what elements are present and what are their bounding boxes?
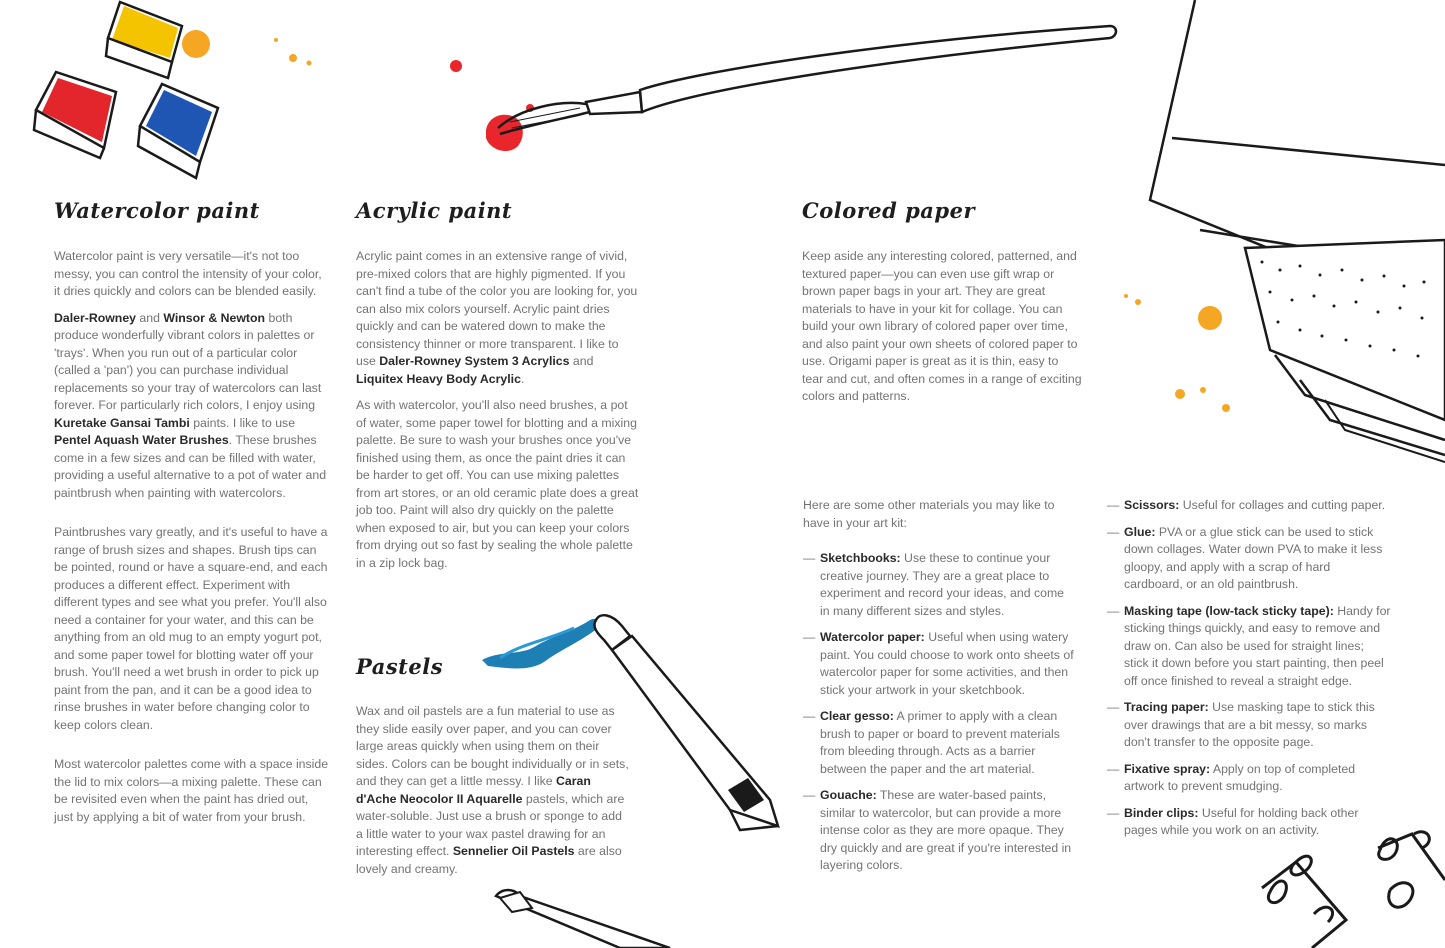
pastels-column [356,703,629,887]
pastels-title: Pastels [356,654,444,679]
acrylic-column [356,248,641,581]
list-item: — Watercolor paper: Useful when using watery paint. You could choose to work onto sheets of watercolor paper for some activities, and then stick your artwork in your sketchbook. [803,629,1075,699]
watercolor-paragraph: Watercolor paint is very versatile—it's not too messy, you can control the intensity of your color, it dries quickly and colors can be blended easily. [54,249,322,298]
list-item: — Masking tape (low-tack sticky tape): Handy for sticking things quickly, and easy to remove and draw on. Can also be used for straight lines; stick it down before you start painting, then peel off once finished to reveal a straight edge. [1107,603,1391,691]
watercolor-title: Watercolor paint [54,198,260,223]
paper-stack-illustration [1124,0,1445,462]
paint-pans-illustration [34,2,312,178]
colored-paper-title: Colored paper [802,198,976,223]
brush-bottom-illustration [496,890,670,948]
list-item: — Fixative spray: Apply on top of completed artwork to prevent smudging. [1107,761,1391,796]
yellow-paint-pan [106,2,182,78]
pastels-paragraph: Wax and oil pastels are a fun material to use as they slide easily over paper, and you can cover large areas quickly when using them on their sides. Colors can be bought individually or in sets, and they can get a little messy. I like Caran d'Ache Neocolor II Aquarelle pastels, which are water-soluble. Just use a brush or sponge to add a little water to your wax pastel drawing for an interesting effect. Sennelier Oil Pastels are also lovely and creamy. [356,704,629,876]
watercolor-palette-paragraph: Most watercolor palettes come with a space inside the lid to mix colors—a mixing palette. These can be revisited even when the paint has dried out, just by applying a bit of water from your brush. [54,757,329,824]
blue-paint-pan [138,84,218,178]
acrylic-title: Acrylic paint [356,198,513,223]
list-item: — Glue: PVA or a glue stick can be used to stick down collages. Water down PVA to make it less gloopy, and apply with a scrap of hard cardboard, or an old paintbrush. [1107,524,1391,594]
watercolor-column [54,248,329,835]
list-item: — Binder clips: Useful for holding back other pages while you work on an activity. [1107,805,1391,840]
list-item: — Tracing paper: Use masking tape to stick this over drawings that are a bit messy, so marks don't transfer to the opposite page. [1107,699,1391,752]
watercolor-brushes-paragraph: Paintbrushes vary greatly, and it's useful to have a range of brush sizes and shapes. Brush tips can be pointed, round or have a square-end, and each produces a different effect. Experiment with different types and see what you prefer. You'll also need a container for your water, and this can be anything from an old mug to an empty yogurt pot, and some paper towel for blotting water off your brush. You'll need a wet brush in order to pick up paint from the pan, and it can be a good idea to rinse brushes in water before changing color to keep colors clean. [54,525,328,732]
list-item: — Gouache: These are water-based paints, similar to watercolor, but can provide a more intense color as they are more opaque. They dry quickly and are great if you're interested in layering colors. [803,787,1075,875]
list-item: — Scissors: Useful for collages and cutting paper. [1107,497,1391,515]
materials-column-left [803,497,1075,884]
list-item: — Clear gesso: A primer to apply with a clean brush to paper or board to prevent materials from bleeding through. Acts as a barrier between the paper and the art material. [803,708,1075,778]
colored-paper-paragraph: Keep aside any interesting colored, patterned, and textured paper—you can even use gift wrap or brown paper bags in your art. They are great materials to have in your kit for collage. You can build your own library of colored paper over time, and also paint your own sheets of colored paper to use. Origami paper is great as it is thin, easy to tear and cut, and often comes in a range of exciting colors and patterns. [802,249,1082,403]
red-paint-pan [34,72,116,158]
paintbrush-illustration [450,26,1116,151]
materials-list-left [803,550,1075,875]
materials-column-right [1107,497,1391,849]
colored-paper-column [802,248,1082,415]
binder-clips-illustration [1262,832,1445,948]
acrylic-supplies-paragraph: As with watercolor, you'll also need brushes, a pot of water, some paper towel for blotting and a mixing palette. Be sure to wash your brushes once you've finished using them, as once the paint dries it can be harder to get off. You can use mixing palettes from art stores, or an old ceramic plate does a great job too. Paint will also dry quickly on the palette when exposed to air, but you can keep your colors from drying out so fast by sealing the whole palette in a zip lock bag. [356,398,639,570]
watercolor-brands-paragraph: Daler-Rowney and Winsor & Newton both produce wonderfully vibrant colors in palettes or 'trays'. When you run out of a particular color (called a 'pan') you can purchase individual replacements so your tray of watercolors can last forever. For particularly rich colors, I enjoy using Kuretake Gansai Tambi paints. I like to use Pentel Aquash Water Brushes. These brushes come in a few sizes and can be filled with water, providing a useful alternative to a pot of water and paintbrush when painting with watercolors. [54,310,327,500]
list-item: — Sketchbooks: Use these to continue your creative journey. They are a great place to experiment and record your ideas, and come in many different sizes and styles. [803,550,1075,620]
materials-list-right [1107,497,1391,840]
acrylic-paragraph: Acrylic paint comes in an extensive range of vivid, pre-mixed colors that are highly pigmented. If you can't find a tube of the color you are looking for, you can also mix colors yourself. Acrylic paint dries quickly and can be watered down to make the consistency thinner or more transparent. I like to use Daler-Rowney System 3 Acrylics and Liquitex Heavy Body Acrylic. [356,249,638,386]
materials-intro: Here are some other materials you may like to have in your art kit: [803,498,1055,530]
